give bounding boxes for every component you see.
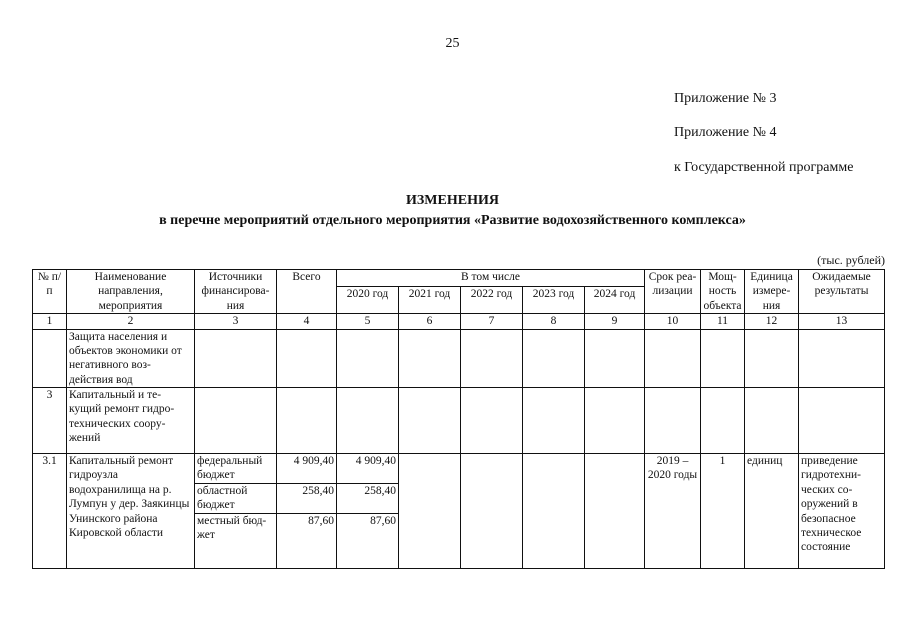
- header-capacity: Мощ-ность объекта: [701, 270, 745, 314]
- table-row: [33, 454, 885, 484]
- row-unit: единиц: [745, 454, 799, 569]
- column-number: 4: [277, 314, 337, 329]
- header-year-2023: 2023 год: [523, 287, 585, 314]
- funding-2020: 87,60: [337, 513, 399, 568]
- measures-table: [32, 269, 885, 569]
- row-capacity: 1: [701, 454, 745, 569]
- document-subtitle: в перечне мероприятий отдельного мероприятия «Развитие водохозяйственного комплекса»: [159, 213, 746, 228]
- funding-source: федеральный бюджет: [195, 454, 277, 484]
- header-unit: Единица измере-ния: [745, 270, 799, 314]
- column-number: 2: [67, 314, 195, 329]
- header-year-2020: 2020 год: [337, 287, 399, 314]
- header-period: Срок реа-лизации: [645, 270, 701, 314]
- row-num-cell: [33, 329, 67, 388]
- header-results: Ожидаемые результаты: [799, 270, 885, 314]
- header-sources: Источники финансирова-ния: [195, 270, 277, 314]
- header-num: № п/п: [33, 270, 67, 314]
- funding-total: 87,60: [277, 513, 337, 568]
- table-row: [33, 388, 885, 454]
- row-num: 3.1: [33, 454, 67, 569]
- page-number: 25: [445, 36, 460, 51]
- state-program-label: к Государственной программе: [674, 160, 854, 175]
- funding-2020: 4 909,40: [337, 454, 399, 484]
- funding-source: местный бюд-жет: [195, 513, 277, 568]
- header-row: [33, 270, 885, 287]
- funding-total: 258,40: [277, 483, 337, 513]
- row-name: Защита населения и объектов экономики от негативного воз-действия вод: [67, 329, 195, 388]
- appendix-4-label: Приложение № 4: [674, 125, 777, 140]
- column-number: 1: [33, 314, 67, 329]
- column-number: 7: [461, 314, 523, 329]
- header-including: В том числе: [337, 270, 645, 287]
- column-number: 3: [195, 314, 277, 329]
- column-number: 8: [523, 314, 585, 329]
- document-title: ИЗМЕНЕНИЯ: [406, 193, 499, 208]
- header-year-2021: 2021 год: [399, 287, 461, 314]
- table-row: [33, 329, 885, 388]
- funding-2020: 258,40: [337, 483, 399, 513]
- column-number: 6: [399, 314, 461, 329]
- header-year-2022: 2022 год: [461, 287, 523, 314]
- column-number: 13: [799, 314, 885, 329]
- row-name: Капитальный ремонт гидроузла водохранилища на р. Лумпун у дер. Заякинцы Унинского района Кировской области: [67, 454, 195, 569]
- column-number: 9: [585, 314, 645, 329]
- column-number: 11: [701, 314, 745, 329]
- units-label: (тыс. рублей): [817, 253, 885, 267]
- column-number: 10: [645, 314, 701, 329]
- row-name: Капитальный и те-кущий ремонт гидро-технических соору-жений: [67, 388, 195, 454]
- header-name: Наименование направления, мероприятия: [67, 270, 195, 314]
- funding-total: 4 909,40: [277, 454, 337, 484]
- row-results: приведение гидротехни-ческих со-оружений в безопасное техническое состояние: [799, 454, 885, 569]
- column-number-row: [33, 314, 885, 329]
- row-period: 2019 – 2020 годы: [645, 454, 701, 569]
- appendix-3-label: Приложение № 3: [674, 91, 777, 106]
- header-total: Всего: [277, 270, 337, 314]
- column-number: 5: [337, 314, 399, 329]
- funding-source: областной бюджет: [195, 483, 277, 513]
- column-number: 12: [745, 314, 799, 329]
- row-num: 3: [33, 388, 67, 454]
- header-year-2024: 2024 год: [585, 287, 645, 314]
